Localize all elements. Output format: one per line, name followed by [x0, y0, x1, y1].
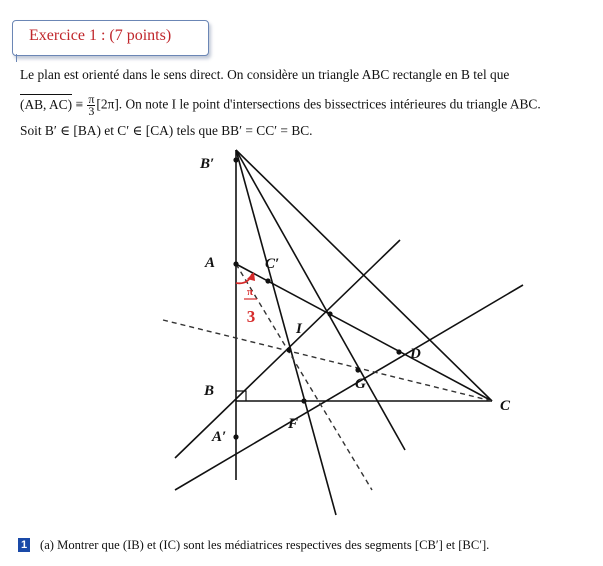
point-G [355, 367, 360, 372]
label-C: C [500, 398, 511, 414]
line-B-prime-F [236, 150, 336, 515]
point-C-prime [265, 278, 270, 283]
angle-label-denominator: 3 [246, 307, 256, 326]
dashed-bisector-from-A [236, 264, 372, 490]
label-B-prime: B′ [200, 156, 215, 172]
statement-line-3: Soit B′ ∈ [BA) et C′ ∈ [CA) tels que BB′ = CC′ = BC. [20, 123, 313, 138]
fraction-denominator: 3 [88, 104, 95, 118]
point-A-prime [233, 434, 238, 439]
angle-vectors: (AB, AC) [20, 96, 73, 112]
point-intersection [327, 311, 332, 316]
label-F: F [288, 416, 299, 432]
point-B-prime [233, 157, 238, 162]
point-D [396, 349, 401, 354]
question-text: (a) Montrer que (IB) et (IC) sont les médiatrices respectives des segments [CB′] et [BC′]. [40, 538, 490, 552]
label-G: G [355, 376, 366, 392]
line-A-prime-D [175, 285, 523, 490]
label-C-prime: C′ [265, 256, 280, 272]
right-angle-mark-B [236, 391, 246, 401]
angle-label-numerator: π [246, 286, 254, 298]
label-A-prime: A′ [212, 429, 227, 445]
label-D: D [410, 346, 421, 362]
point-I [286, 347, 291, 352]
point-A [233, 261, 238, 266]
fraction-numerator: π [88, 92, 95, 106]
question-number-badge: 1 [18, 538, 30, 552]
equiv-symbol: ≡ [75, 96, 83, 112]
label-A: A [205, 255, 216, 271]
exercise-title: Exercice 1 : (7 points) [29, 27, 172, 44]
statement-line-1: Le plan est orienté dans le sens direct. On considère un triangle ABC rectangle en B tel que [20, 67, 510, 82]
label-B: B [204, 383, 215, 399]
label-I: I [296, 321, 302, 337]
statement-line-2-rest: On note I le point d'intersections des bissectrices intérieures du triangle ABC. [125, 96, 541, 112]
modulo-text: [2π]. [96, 96, 123, 112]
point-F [301, 398, 306, 403]
